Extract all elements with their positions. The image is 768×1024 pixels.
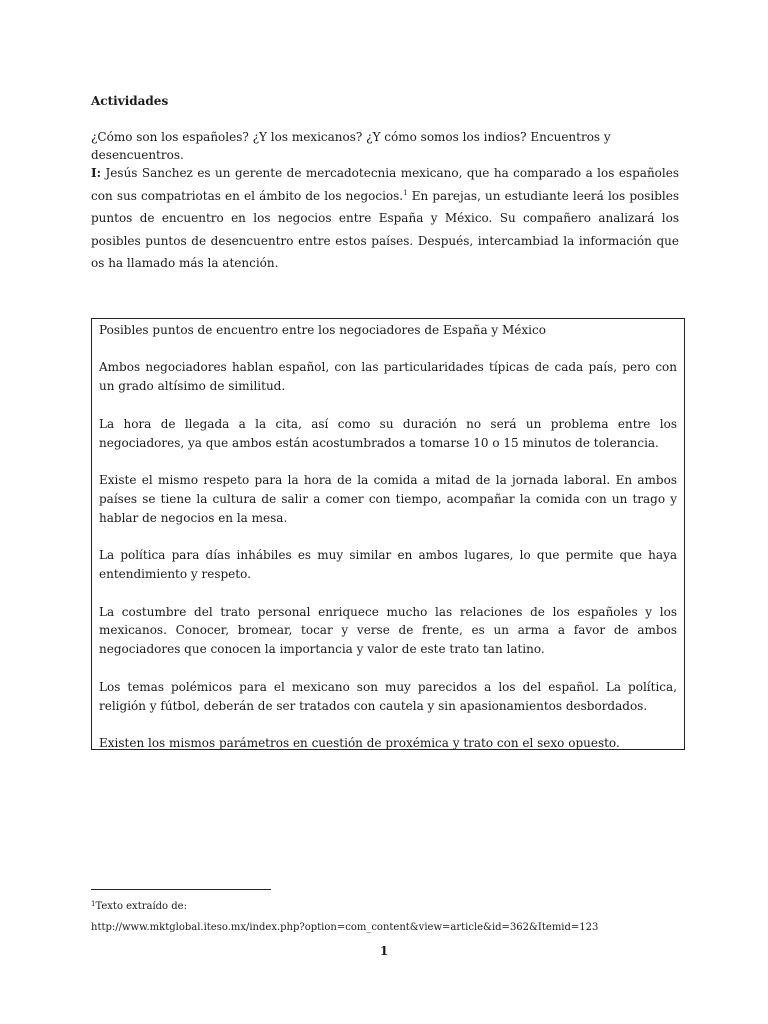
encounter-points-box [91, 318, 685, 750]
footnote-separator [91, 889, 271, 890]
box-paragraph: La política para días inhábiles es muy similar en ambos lugares, lo que permite que haya entendimiento y respeto. [99, 548, 677, 582]
section-heading: Actividades [91, 94, 169, 108]
footnote-reference[interactable]: 1 [403, 188, 408, 197]
page-number: 1 [379, 944, 389, 958]
intro-paragraph [91, 162, 679, 275]
box-paragraph: La hora de llegada a la cita, así como su duración no será un problema entre los negociadores, ya que ambos están acostumbrados a tomarse 10 o 15 minutos de tolerancia. [99, 416, 677, 450]
box-paragraph: Ambos negociadores hablan español, con las particularidades típicas de cada país, pero con un grado altísimo de similitud. [99, 360, 677, 394]
box-paragraph: Existen los mismos parámetros en cuestión de proxémica y trato con el sexo opuesto. [99, 736, 620, 751]
box-paragraph: La costumbre del trato personal enriquece mucho las relaciones de los españoles y los mexicanos. Conocer, bromear, tocar y verse de frente, es un arma a favor de ambos negociadores que conocen la importancia y valor de este trato tan latino. [99, 604, 677, 657]
box-paragraph: Los temas polémicos para el mexicano son muy parecidos a los del español. La política, religión y fútbol, deberán de ser tratados con cautela y sin apasionamientos desbordados. [99, 679, 677, 713]
intro-text-start: Jesús Sanchez es un gerente de mercadotecnia mexicano, que ha comparado a los españoles con sus compatriotas en el ámbito de los negocios. [91, 166, 679, 203]
intro-text-end: En parejas, un estudiante leerá los posibles puntos de encuentro en los negocios entre España y México. Su compañero analizará los posibles puntos de desencuentro entre estos países. Después, intercambiad la información que os ha llamado más la atención. [91, 188, 680, 271]
box-title: Posibles puntos de encuentro entre los negociadores de España y México [99, 323, 546, 337]
footnote-label: Texto extraído de: [95, 901, 187, 912]
footnote [91, 896, 691, 938]
box-paragraph: Existe el mismo respeto para la hora de la comida a mitad de la jornada laboral. En ambos países se tiene la cultura de salir a comer con tiempo, acompañar la comida con un trago y hablar de negocios en la mesa. [99, 473, 677, 525]
activity-label: I: [91, 166, 102, 180]
section-subtitle: ¿Cómo son los españoles? ¿Y los mexicanos? ¿Y cómo somos los indios? Encuentros y desencuentros. [91, 130, 611, 162]
footnote-number: 1 [91, 900, 96, 908]
footnote-url-link[interactable]: http://www.mktglobal.iteso.mx/index.php?option=com_content&view=article&id=362&Itemid=123 [91, 922, 599, 933]
